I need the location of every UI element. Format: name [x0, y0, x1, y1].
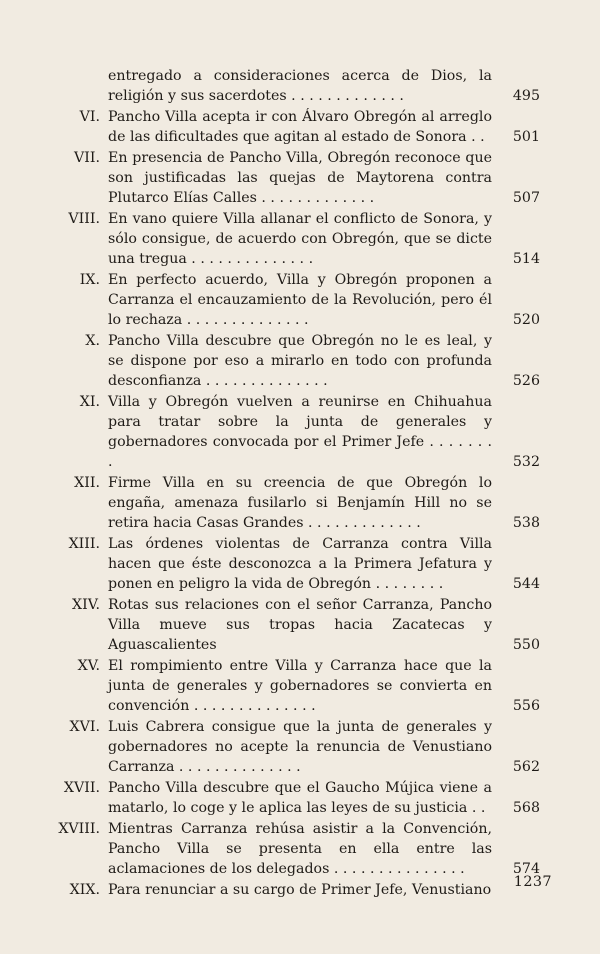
page-reference: 562	[512, 759, 540, 775]
toc-entry	[40, 209, 540, 269]
toc-entry	[40, 656, 540, 716]
toc-entry	[40, 717, 540, 777]
page-reference: 556	[512, 698, 540, 714]
toc-entry	[40, 473, 540, 533]
chapter-title: Pancho Villa acepta ir con Álvaro Obregón al arreglo de las dificultades que agitan al estado de Sonora . .	[108, 109, 492, 145]
chapter-title: En vano quiere Villa allanar el conflicto de Sonora, y sólo consigue, de acuerdo con Obregón, que se dicte una tregua . . . . . . . . . . . . . .	[108, 211, 492, 267]
toc-entry	[40, 880, 540, 900]
toc-entry	[40, 819, 540, 879]
chapter-title: En presencia de Pancho Villa, Obregón reconoce que son justificadas las quejas de Maytorena contra Plutarco Elías Calles . . . . . . . . . . . . .	[108, 150, 492, 206]
toc-entry	[40, 107, 540, 147]
page-reference: 520	[512, 312, 540, 328]
page-reference: 514	[512, 251, 540, 267]
chapter-number: XVIII.	[58, 821, 100, 837]
chapter-title: El rompimiento entre Villa y Carranza hace que la junta de generales y gobernadores se convierta en convención . . . . . . . . . . . . . .	[108, 658, 492, 714]
chapter-number	[40, 66, 108, 106]
toc-entry	[40, 392, 540, 472]
chapter-title: Mientras Carranza rehúsa asistir a la Convención, Pancho Villa se presenta en ella entre las aclamaciones de los delegados . . . . . . . . . . . . . . .	[108, 821, 492, 877]
toc-entry	[40, 148, 540, 208]
chapter-number: XV.	[77, 658, 100, 674]
page-reference: 532	[512, 454, 540, 470]
page-folio: 1237	[513, 874, 552, 890]
toc-entry	[40, 270, 540, 330]
chapter-title: Pancho Villa descubre que Obregón no le es leal, y se dispone por eso a mirarlo en todo con profunda desconfianza . . . . . . . . . . . . . .	[108, 333, 492, 389]
chapter-number: XIV.	[72, 597, 100, 613]
chapter-number: XII.	[74, 475, 100, 491]
toc-entry	[40, 66, 540, 106]
chapter-number: XVI.	[69, 719, 100, 735]
chapter-number: X.	[85, 333, 100, 349]
chapter-title: Para renunciar a su cargo de Primer Jefe, Venustiano	[108, 882, 492, 898]
chapter-number: VI.	[79, 109, 100, 125]
chapter-number: VII.	[74, 150, 100, 166]
chapter-title: Pancho Villa descubre que el Gaucho Mújica viene a matarlo, lo coge y le aplica las leyes de su justicia . .	[108, 780, 492, 816]
chapter-number: IX.	[79, 272, 100, 288]
chapter-number: XIX.	[69, 882, 100, 898]
chapter-number: XIII.	[68, 536, 100, 552]
chapter-title: En perfecto acuerdo, Villa y Obregón proponen a Carranza el encauzamiento de la Revolución, pero él lo rechaza . . . . . . . . . . . . . .	[108, 272, 492, 328]
page-reference: 495	[512, 88, 540, 104]
chapter-title: Las órdenes violentas de Carranza contra Villa hacen que éste desconozca a la Primera Jefatura y ponen en peligro la vida de Obregón . . . . . . . .	[108, 536, 492, 592]
toc-entry	[40, 331, 540, 391]
chapter-number: XI.	[79, 394, 100, 410]
page-reference: 526	[512, 373, 540, 389]
page-reference: 507	[512, 190, 540, 206]
page-reference: 574	[512, 861, 540, 877]
chapter-title: Luis Cabrera consigue que la junta de generales y gobernadores no acepte la renuncia de Venustiano Carranza . . . . . . . . . . . . . .	[108, 719, 492, 775]
page-reference: 544	[512, 576, 540, 592]
toc-entry	[40, 595, 540, 655]
page-reference: 538	[512, 515, 540, 531]
page-reference: 550	[512, 637, 540, 653]
chapter-number: VIII.	[68, 211, 100, 227]
chapter-title: Rotas sus relaciones con el señor Carranza, Pancho Villa mueve sus tropas hacia Zacatecas y Aguascalientes	[108, 597, 492, 653]
page-reference: 568	[512, 800, 540, 816]
toc-entry	[40, 534, 540, 594]
chapter-number: XVII.	[63, 780, 100, 796]
chapter-title: Firme Villa en su creencia de que Obregón lo engaña, amenaza fusilarlo si Benjamín Hill no se retira hacia Casas Grandes . . . . . . . . . . . . .	[108, 475, 492, 531]
chapter-title: entregado a consideraciones acerca de Dios, la religión y sus sacerdotes . . . . . . . . . . . . .	[108, 68, 492, 104]
page-reference: 501	[512, 129, 540, 145]
chapter-title: Villa y Obregón vuelven a reunirse en Chihuahua para tratar sobre la junta de generales y gobernadores convocada por el Primer Jefe . . . . . . . .	[108, 394, 492, 470]
table-of-contents	[40, 66, 540, 901]
toc-entry	[40, 778, 540, 818]
